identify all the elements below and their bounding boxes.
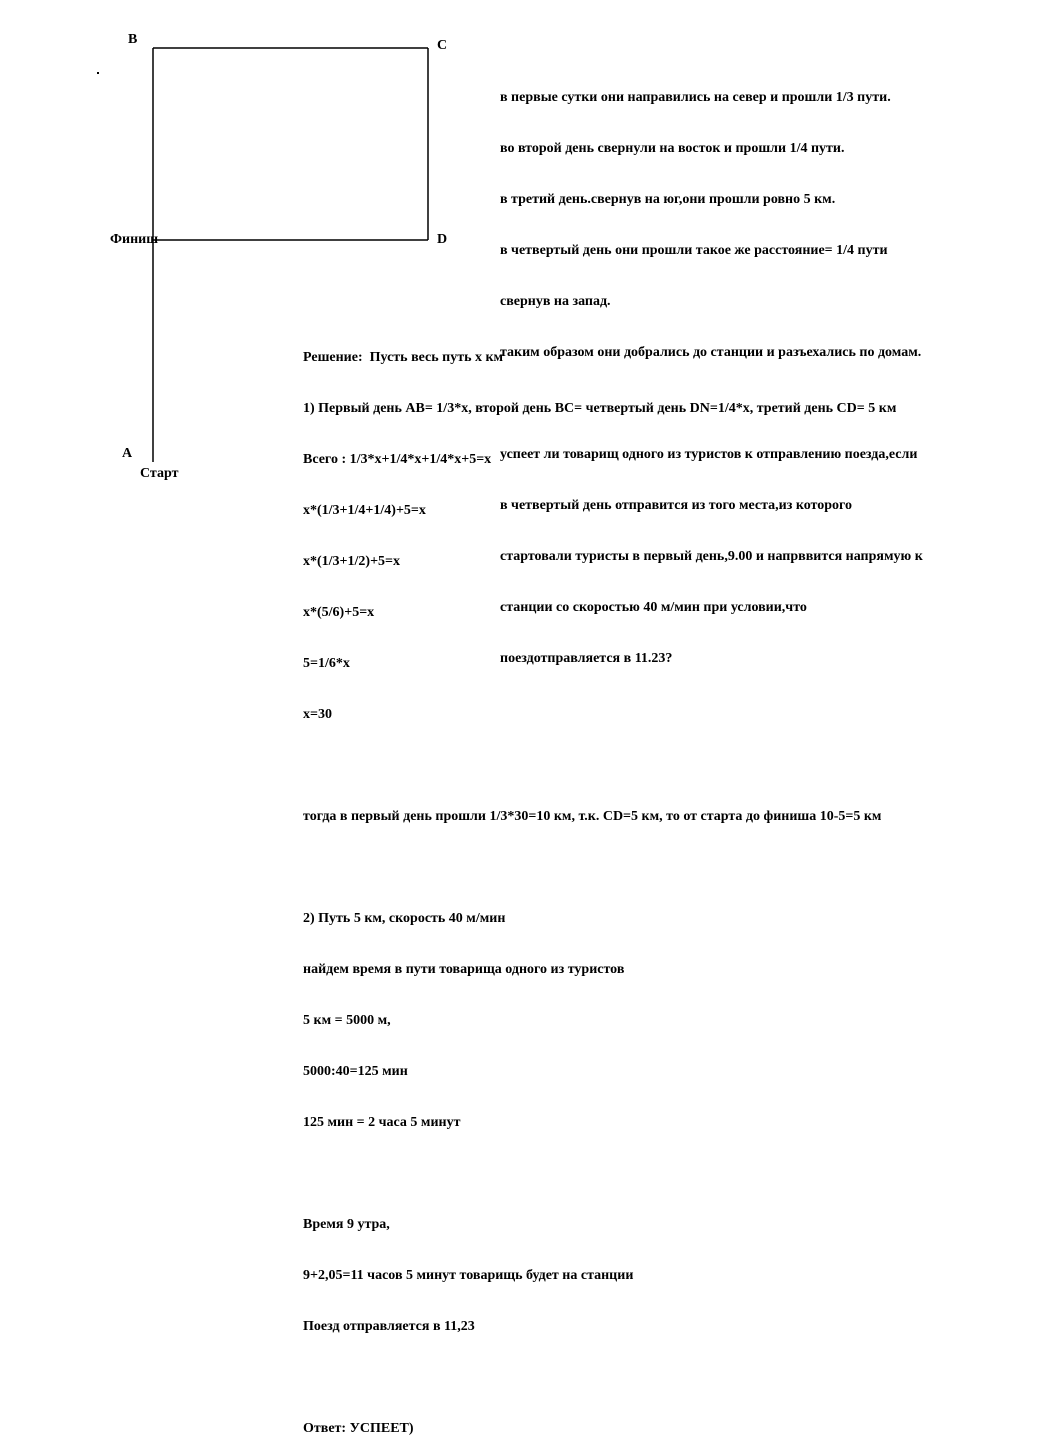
- problem-line: в третий день.свернув на юг,они прошли ровно 5 км.: [500, 192, 836, 207]
- solution-line: [303, 1369, 896, 1386]
- solution-line: x*(5/6)+5=x: [303, 605, 375, 620]
- solution-line: [303, 1165, 896, 1182]
- problem-line: в первые сутки они направились на север и прошли 1/3 пути.: [500, 90, 891, 105]
- solution-line: 5=1/6*x: [303, 656, 350, 671]
- solution-line: 1) Первый день АВ= 1/3*х, второй день ВС= четвертый день DN=1/4*x, третий день CD= 5 км: [303, 401, 897, 416]
- solution-line: Решение: Пусть весь путь х км: [303, 350, 504, 365]
- problem-line: во второй день свернули на восток и прошли 1/4 пути.: [500, 141, 845, 156]
- vertex-label-c: C: [437, 38, 448, 53]
- answer-line: Ответ: УСПЕЕТ): [303, 1421, 414, 1436]
- start-label: Старт: [140, 466, 179, 481]
- vertex-label-b: B: [128, 32, 138, 47]
- solution-line: x*(1/3+1/2)+5=x: [303, 554, 401, 569]
- vertex-label-a: A: [122, 446, 133, 461]
- problem-line: свернув на запад.: [500, 294, 611, 309]
- solution-line: [303, 859, 896, 876]
- solution-line: Всего : 1/3*x+1/4*x+1/4*x+5=x: [303, 452, 492, 467]
- problem-line: таким образом они добрались до станции и разъехались по домам.: [500, 345, 922, 360]
- problem-line: успеет ли товарищ одного из туристов к отправлению поезда,если: [500, 447, 918, 462]
- solution-line: 5 км = 5000 м,: [303, 1013, 391, 1028]
- problem-line: станции со скоростью 40 м/мин при условии,что: [500, 600, 807, 615]
- problem-line: в четвертый день они прошли такое же расстояние= 1/4 пути: [500, 243, 888, 258]
- solution-line: тогда в первый день прошли 1/3*30=10 км, т.к. CD=5 км, то от старта до финиша 10-5=5 км: [303, 809, 882, 824]
- solution-line: 9+2,05=11 часов 5 минут товарищь будет на станции: [303, 1268, 634, 1283]
- solution-line: x=30: [303, 707, 332, 722]
- problem-line: стартовали туристы в первый день,9.00 и напрввится напрямую к: [500, 549, 923, 564]
- problem-line: поездотправляется в 11.23?: [500, 651, 673, 666]
- solution-line: 5000:40=125 мин: [303, 1064, 408, 1079]
- solution-line: 2) Путь 5 км, скорость 40 м/мин: [303, 911, 506, 926]
- solution-line: Время 9 утра,: [303, 1217, 390, 1232]
- solution-line: найдем время в пути товарища одного из туристов: [303, 962, 625, 977]
- solution-line: Поезд отправляется в 11,23: [303, 1319, 475, 1334]
- problem-line: в четвертый день отправится из того места,из которого: [500, 498, 853, 513]
- solution-line: [303, 757, 896, 774]
- solution-line: 125 мин = 2 часа 5 минут: [303, 1115, 461, 1130]
- finish-label: Финиш: [110, 232, 159, 247]
- stray-dot: [97, 72, 99, 74]
- vertex-label-d: D: [437, 232, 448, 247]
- solution-line: x*(1/3+1/4+1/4)+5=x: [303, 503, 426, 518]
- solution-block: [303, 315, 896, 1454]
